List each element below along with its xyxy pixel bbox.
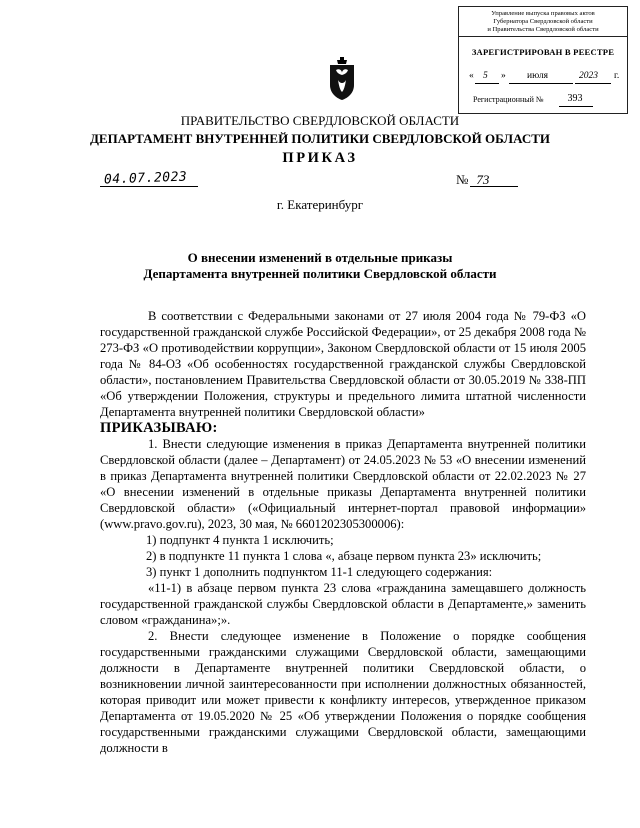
stamp-reg-label: Регистрационный № (473, 95, 544, 104)
coat-of-arms-icon (326, 56, 358, 102)
department-name: ДЕПАРТАМЕНТ ВНУТРЕННЕЙ ПОЛИТИКИ СВЕРДЛОВСКОЙ ОБЛАСТИ (89, 131, 551, 146)
stamp-header-line: и Правительства Свердловской области (487, 26, 599, 33)
subitem-1: 1) подпункт 4 пункта 1 исключить; (146, 533, 334, 547)
document-body (100, 308, 586, 756)
stamp-registered-label: ЗАРЕГИСТРИРОВАН В РЕЕСТРЕ (471, 47, 615, 57)
stamp-header (459, 7, 627, 37)
item-2: 2. Внести следующее изменение в Положение о порядке сообщения государственными гражданскими служащими Свердловской области, замещающими должности в Департаменте внутренней политики Свердловской области, о возникновении личной заинтересованности при исполнении должностных обязанностей, которая приводит или может привести к конфликту интересов, утвержденное приказом Департамента от 19.05.2020 № 25 «Об утверждении Положения о порядке сообщения государственными гражданскими служащими Свердловской области, замещающими должности в (100, 629, 586, 755)
stamp-header-line: Управление выпуска правовых актов (491, 10, 595, 17)
subitem-2: 2) в подпункте 11 пункта 1 слова «, абзаце первом пункта 23» исключить; (146, 549, 542, 563)
document-type: ПРИКАЗ (282, 150, 358, 166)
stamp-month: июля (527, 71, 549, 81)
government-name: ПРАВИТЕЛЬСТВО СВЕРДЛОВСКОЙ ОБЛАСТИ (180, 113, 460, 128)
registration-stamp (458, 6, 628, 114)
document-title-line1: О внесении изменений в отдельные приказы (187, 250, 453, 265)
subitem-3: 3) пункт 1 дополнить подпунктом 11-1 следующего содержания: (146, 565, 493, 579)
quoted-amendment: «11-1) в абзаце первом пункта 23 слова «гражданина замещавшего должность государственной гражданской службы Свердловской области в Департаменте,» заменить словом «гражданина»;». (100, 581, 586, 627)
stamp-quote-close: » (501, 71, 506, 81)
stamp-reg-value: 393 (567, 93, 583, 104)
item-1: 1. Внести следующие изменения в приказ Департамента внутренней политики Свердловской области (далее – Департамент) от 24.05.2023 № 53 «О внесении изменений в приказ Департамента внутренней политики Свердловской области от 22.02.2023 № 27 «О внесении изменений в отдельные приказы Департамента внутренней политики Свердловской области» («Официальный интернет-портал правовой информации» (www.pravo.gov.ru), 2023, 30 мая, № 6601202305300006): (100, 437, 586, 531)
stamp-header-line: Губернатора Свердловской области (493, 18, 593, 25)
document-title-line2: Департамента внутренней политики Свердловской области (143, 266, 497, 281)
stamp-quote-open: « (469, 71, 474, 81)
city: г. Екатеринбург (276, 197, 364, 212)
order-date: 04.07.2023 (103, 169, 188, 188)
stamp-day: 5 (483, 71, 488, 81)
order-word: ПРИКАЗЫВАЮ: (100, 420, 218, 436)
order-number-value: 73 (476, 172, 490, 187)
order-number-label: № (456, 172, 469, 187)
stamp-year: 2023 (579, 71, 598, 81)
stamp-reg-number (473, 93, 583, 104)
stamp-year-suffix: г. (614, 71, 620, 81)
preamble: В соответствии с Федеральными законами от 27 июля 2004 года № 79-ФЗ «О государственной гражданской службе Российской Федерации», от 25 декабря 2008 года № 273-ФЗ «О противодействии коррупции», Законом Свердловской области от 15 июля 2005 года № 84-ОЗ «Об особенностях государственной гражданской службы Свердловской области», постановлением Правительства Свердловской области от 30.05.2019 № 338-ПП «Об утверждении Положения, структуры и предельного лимита штатной численности Департамента внутренней политики Свердловской области» (100, 309, 586, 419)
